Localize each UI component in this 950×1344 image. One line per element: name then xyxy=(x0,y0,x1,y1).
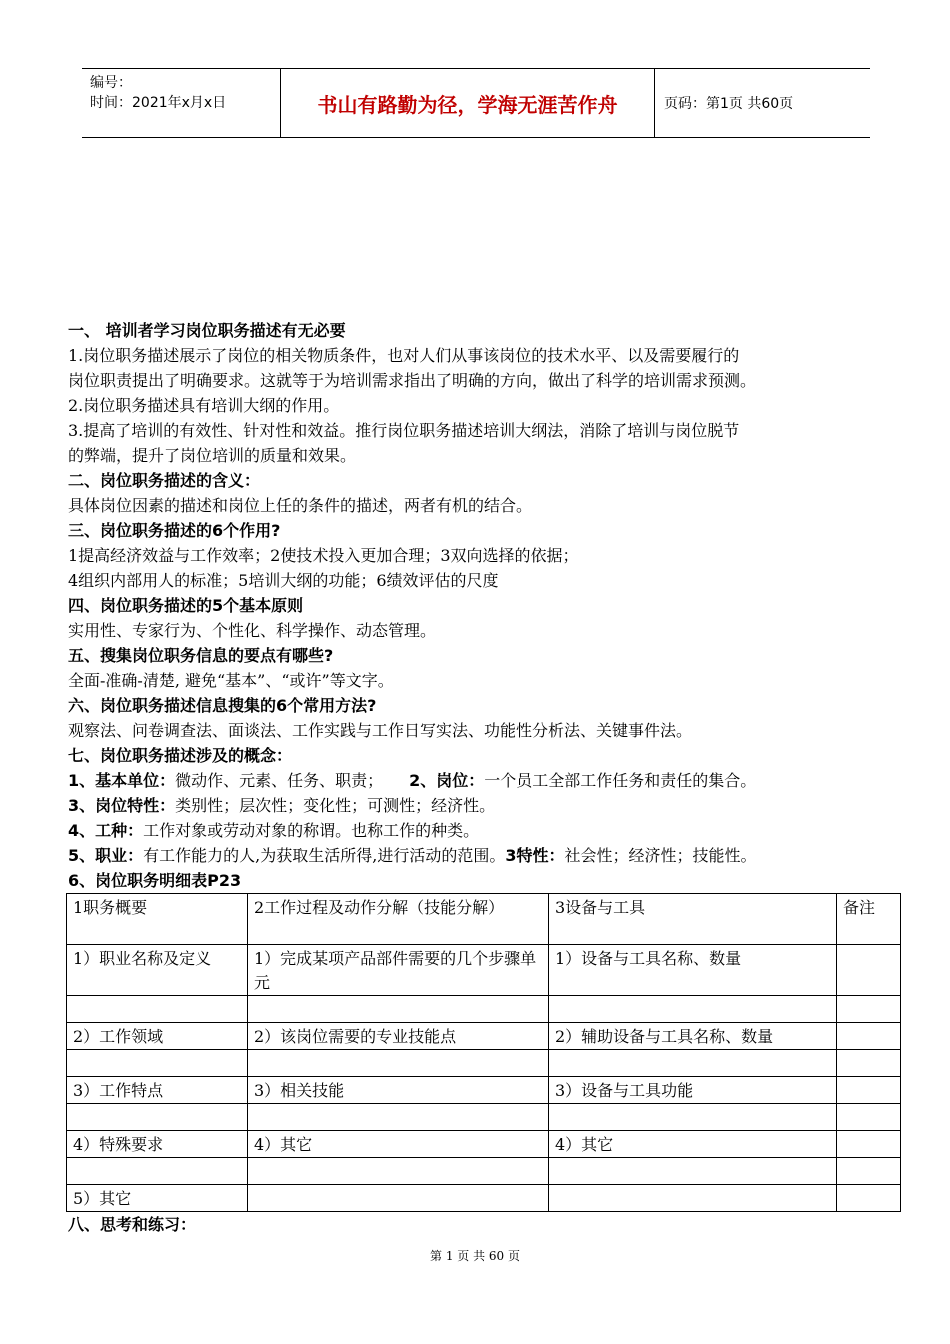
page-footer: 第 1 页 共 60 页 xyxy=(430,1249,520,1263)
table-cell xyxy=(837,1185,901,1212)
table-row xyxy=(67,1131,901,1158)
paragraph: 观察法、问卷调查法、面谈法、工作实践与工作日写实法、功能性分析法、关键事件法。 xyxy=(68,721,693,740)
concept-text: 微动作、元素、任务、职责； xyxy=(175,771,384,790)
section-7-title: 七、岗位职务描述涉及的概念： xyxy=(68,746,293,765)
paragraph: 岗位职责提出了明确要求。这就等于为培训需求指出了明确的方向，做出了科学的培训需求预测。 xyxy=(68,371,757,390)
paragraph: 4组织内部用人的标准；5培训大纲的功能；6绩效评估的尺度 xyxy=(68,571,499,590)
table-cell xyxy=(248,1050,549,1077)
section-8-title: 八、思考和练习： xyxy=(68,1215,197,1234)
concept-text: 有工作能力的人,为获取生活所得,进行活动的范围。 xyxy=(143,846,506,865)
table-cell: 1）设备与工具名称、数量 xyxy=(549,945,837,996)
table-header-cell: 3设备与工具 xyxy=(549,894,837,945)
page-header xyxy=(82,68,870,138)
job-detail-table xyxy=(66,893,901,1212)
concept-text: 一个员工全部工作任务和责任的集合。 xyxy=(484,771,757,790)
section-2-title: 二、岗位职务描述的含义： xyxy=(68,471,261,490)
table-cell xyxy=(837,1158,901,1185)
table-cell xyxy=(837,996,901,1023)
header-meta xyxy=(90,73,282,113)
concept-text: 工作对象或劳动对象的称谓。也称工作的种类。 xyxy=(143,821,480,840)
table-cell: 4）其它 xyxy=(549,1131,837,1158)
concept-text: 社会性；经济性；技能性。 xyxy=(564,846,757,865)
table-cell: 3）设备与工具功能 xyxy=(549,1077,837,1104)
header-page-info: 页码：第1页 共60页 xyxy=(664,96,794,112)
concept-line xyxy=(68,818,898,843)
header-motto: 书山有路勤为径，学海无涯苦作舟 xyxy=(317,93,618,117)
table-cell: 2）该岗位需要的专业技能点 xyxy=(248,1023,549,1050)
table-cell: 4）其它 xyxy=(248,1131,549,1158)
paragraph: 全面-准确-清楚, 避免“基本”、“或许”等文字。 xyxy=(68,671,394,690)
paragraph: 1提高经济效益与工作效率；2使技术投入更加合理；3双向选择的依据； xyxy=(68,546,579,565)
table-cell: 3）工作特点 xyxy=(67,1077,248,1104)
table-cell: 1）职业名称及定义 xyxy=(67,945,248,996)
table-cell: 2）工作领域 xyxy=(67,1023,248,1050)
document-body xyxy=(68,318,898,1237)
section-5-title: 五、搜集岗位职务信息的要点有哪些? xyxy=(68,646,334,665)
table-cell xyxy=(549,996,837,1023)
table-cell: 5）其它 xyxy=(67,1185,248,1212)
concept-label: 3特性： xyxy=(505,846,565,865)
table-cell xyxy=(549,1185,837,1212)
paragraph: 2.岗位职务描述具有培训大纲的作用。 xyxy=(68,396,340,415)
table-row xyxy=(67,1158,901,1185)
table-header-cell: 2工作过程及动作分解（技能分解） xyxy=(248,894,549,945)
concept-text: 类别性；层次性；变化性；可测性；经济性。 xyxy=(175,796,496,815)
table-row xyxy=(67,996,901,1023)
table-row xyxy=(67,1023,901,1050)
table-cell xyxy=(67,1104,248,1131)
table-caption: 6、岗位职务明细表P23 xyxy=(68,871,242,890)
paragraph: 1.岗位职务描述展示了岗位的相关物质条件，也对人们从事该岗位的技术水平、以及需要履行的 xyxy=(68,346,740,365)
table-cell xyxy=(837,1050,901,1077)
table-cell xyxy=(248,1185,549,1212)
table-row xyxy=(67,1185,901,1212)
table-cell xyxy=(837,1077,901,1104)
concept-line xyxy=(68,768,898,793)
table-cell xyxy=(67,1158,248,1185)
table-row xyxy=(67,1104,901,1131)
concept-line xyxy=(68,793,898,818)
table-header-cell: 备注 xyxy=(837,894,901,945)
table-header-cell: 1职务概要 xyxy=(67,894,248,945)
table-cell xyxy=(248,1104,549,1131)
table-cell xyxy=(549,1050,837,1077)
paragraph: 实用性、专家行为、个性化、科学操作、动态管理。 xyxy=(68,621,437,640)
table-cell xyxy=(837,1023,901,1050)
paragraph: 具体岗位因素的描述和岗位上任的条件的描述，两者有机的结合。 xyxy=(68,496,533,515)
table-cell xyxy=(248,1158,549,1185)
serial-label: 编号： xyxy=(90,75,132,91)
paragraph: 的弊端，提升了岗位培训的质量和效果。 xyxy=(68,446,357,465)
table-row xyxy=(67,1050,901,1077)
table-cell: 2）辅助设备与工具名称、数量 xyxy=(549,1023,837,1050)
concept-label: 3、岗位特性： xyxy=(68,796,176,815)
section-1-title: 一、 培训者学习岗位职务描述有无必要 xyxy=(68,321,346,340)
table-cell xyxy=(248,996,549,1023)
table-row xyxy=(67,945,901,996)
table-cell: 4）特殊要求 xyxy=(67,1131,248,1158)
table-cell xyxy=(837,1104,901,1131)
section-4-title: 四、岗位职务描述的5个基本原则 xyxy=(68,596,304,615)
table-cell xyxy=(67,996,248,1023)
concept-label: 4、工种： xyxy=(68,821,144,840)
table-row xyxy=(67,1077,901,1104)
concept-line xyxy=(68,843,898,868)
table-cell xyxy=(837,1131,901,1158)
table-header-row xyxy=(67,894,901,945)
table-cell xyxy=(549,1104,837,1131)
paragraph: 3.提高了培训的有效性、针对性和效益。推行岗位职务描述培训大纲法，消除了培训与岗位脱节 xyxy=(68,421,740,440)
concept-label: 2、岗位： xyxy=(409,771,485,790)
table-cell: 1）完成某项产品部件需要的几个步骤单元 xyxy=(248,945,549,996)
concept-label: 5、职业： xyxy=(68,846,144,865)
header-divider xyxy=(654,69,655,137)
table-cell xyxy=(837,945,901,996)
table-cell xyxy=(67,1050,248,1077)
table-cell xyxy=(549,1158,837,1185)
section-3-title: 三、岗位职务描述的6个作用? xyxy=(68,521,281,540)
section-6-title: 六、岗位职务描述信息搜集的6个常用方法? xyxy=(68,696,377,715)
table-cell: 3）相关技能 xyxy=(248,1077,549,1104)
time-label: 时间：2021年x月x日 xyxy=(90,95,227,111)
concept-label: 1、基本单位： xyxy=(68,771,176,790)
